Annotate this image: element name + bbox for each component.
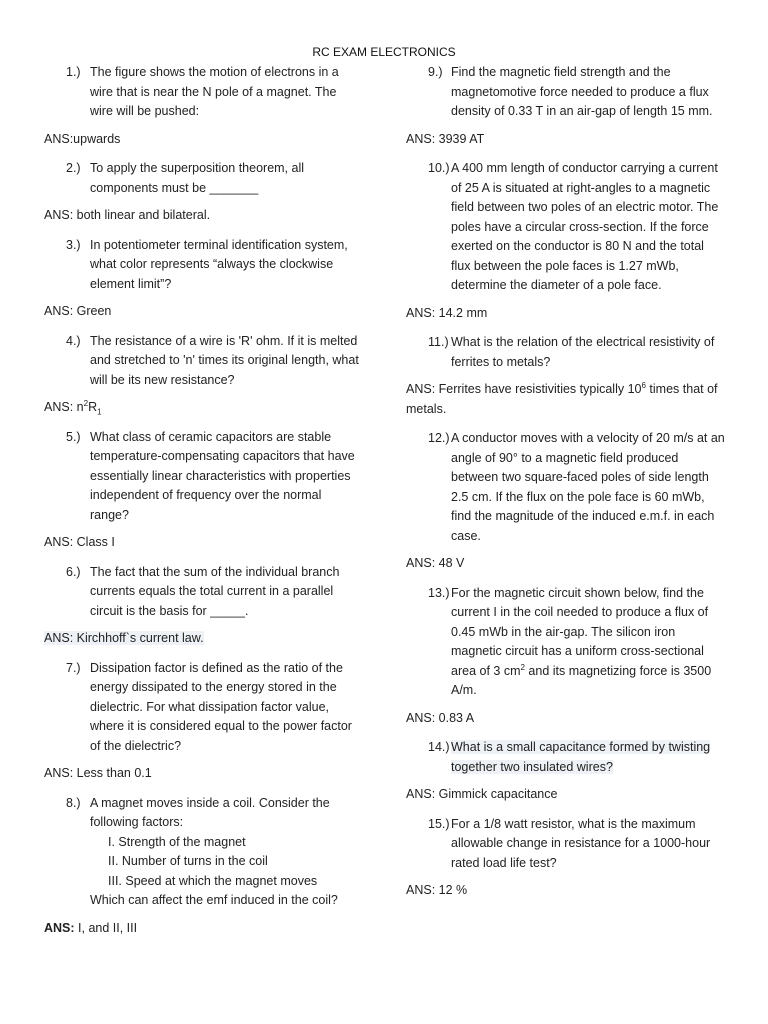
question-text: For a 1/8 watt resistor, what is the maximum allowable change in resistance for a 1000-hour rated load life test?	[451, 816, 711, 870]
question-1	[44, 63, 362, 122]
question-7	[44, 659, 362, 757]
question-number: 4.)	[66, 333, 81, 348]
question-12	[406, 429, 726, 546]
question-number: 12.)	[428, 431, 450, 445]
factor-item: I. Strength of the magnet	[108, 834, 246, 849]
question-text: Find the magnetic field strength and the magnetomotive force needed to produce a flux density of 0.33 T in an air-gap of length 15 mm.	[451, 65, 713, 118]
question-4	[44, 332, 362, 391]
question-number: 15.)	[428, 816, 450, 831]
question-8	[44, 794, 362, 911]
answer-7: ANS: Less than 0.1	[44, 766, 152, 780]
question-text-end: Which can affect the emf induced in the coil?	[90, 893, 338, 907]
answer-5: ANS: Class I	[44, 535, 115, 549]
question-text: A conductor moves with a velocity of 20 m/s at an angle of 90° to a magnetic field produced between two square-faced poles of side length 2.5 cm. If the flux on the pole face is 60 mWb, find the magnitude of the induced e.m.f. in each case.	[451, 431, 725, 543]
question-text: What is the relation of the electrical resistivity of ferrites to metals?	[451, 335, 715, 369]
question-number: 1.)	[66, 65, 81, 79]
question-15	[406, 815, 726, 874]
question-text: A magnet moves inside a coil. Consider the following factors:	[90, 795, 330, 829]
question-number: 6.)	[66, 564, 81, 579]
question-number: 2.)	[66, 161, 81, 175]
answer-11: ANS: Ferrites have resistivities typically $10^6$ times that of metals.	[406, 380, 718, 416]
question-10	[406, 159, 726, 296]
question-14	[406, 738, 726, 777]
answer-6: ANS: Kirchhoff`s current law.	[44, 631, 204, 645]
answer-13: ANS: 0.83 A	[406, 710, 475, 725]
question-2	[44, 159, 362, 198]
answer-2: ANS: both linear and bilateral.	[44, 208, 211, 222]
question-text: What is a small capacitance formed by twisting together two insulated wires?	[451, 740, 711, 774]
question-13	[406, 584, 726, 701]
page-title: RC EXAM ELECTRONICS	[312, 45, 456, 59]
question-number: 3.)	[66, 237, 81, 252]
question-text: In potentiometer terminal identification system, what color represents “always the clockwise element limit”?	[90, 237, 348, 291]
answer-12: ANS: 48 V	[406, 556, 465, 570]
question-number: 9.)	[428, 65, 443, 79]
question-6	[44, 563, 362, 622]
question-text: A 400 mm length of conductor carrying a current of 25 A is situated at right-angles to a magnetic field between two poles of an electric motor. The poles have a circular cross-section. If the force exerted on the conductor is 80 N and the total flux between the pole faces is 1.27 mWb, determine the diameter of a pole face.	[451, 161, 719, 292]
answer-10: ANS: 14.2 mm	[406, 305, 488, 320]
question-number: 13.)	[428, 585, 450, 600]
question-number: 10.)	[428, 161, 450, 175]
question-number: 5.)	[66, 429, 81, 444]
factor-item: III. Speed at which the magnet moves	[108, 873, 318, 888]
answer-3: ANS: Green	[44, 304, 112, 318]
question-text: The fact that the sum of the individual branch currents equals the total current in a parallel circuit is the basis for _____.	[90, 564, 340, 618]
left-column	[44, 63, 362, 948]
question-number: 11.)	[428, 335, 449, 349]
question-number: 8.)	[66, 795, 81, 810]
answer-9: ANS: 3939 AT	[406, 131, 485, 146]
answer-15: ANS: 12 %	[406, 883, 468, 897]
question-3	[44, 236, 362, 295]
factor-item: II. Number of turns in the coil	[108, 854, 268, 868]
question-text: For the magnetic circuit shown below, find the current I in the coil needed to produce a flux of 0.45 mWb in the air-gap. The silicon iron magnetic circuit has a uniform cross-sectional area of 3 $cm^2$ and its magnetizing force is 3500 A/m.	[451, 585, 712, 697]
question-11	[406, 333, 726, 372]
question-5	[44, 428, 362, 526]
answer-1: ANS:upwards	[44, 131, 121, 146]
question-text: What class of ceramic capacitors are stable temperature-compensating capacitors that have essentially linear characteristics with properties independent of frequency over the normal range?	[90, 429, 355, 522]
answer-14: ANS: Gimmick capacitance	[406, 787, 558, 801]
question-text: Dissipation factor is defined as the ratio of the energy dissipated to the energy stored in the dielectric. For what dissipation factor value, where it is considered equal to the power factor of the dielectric?	[90, 660, 352, 753]
question-number: 14.)	[428, 740, 450, 754]
question-9	[406, 63, 726, 122]
right-column	[406, 63, 726, 911]
question-number: 7.)	[66, 660, 81, 675]
question-text: The resistance of a wire is 'R' ohm. If it is melted and stretched to 'n' times its original length, what will be its new resistance?	[90, 333, 359, 387]
question-text: To apply the superposition theorem, all components must be _______	[90, 161, 305, 195]
answer-8: ANS: I, and II, III	[44, 920, 138, 935]
question-text: The figure shows the motion of electrons in a wire that is near the N pole of a magnet. The wire will be pushed:	[90, 65, 339, 118]
answer-4: ANS: $n^2R_1$	[44, 398, 102, 417]
